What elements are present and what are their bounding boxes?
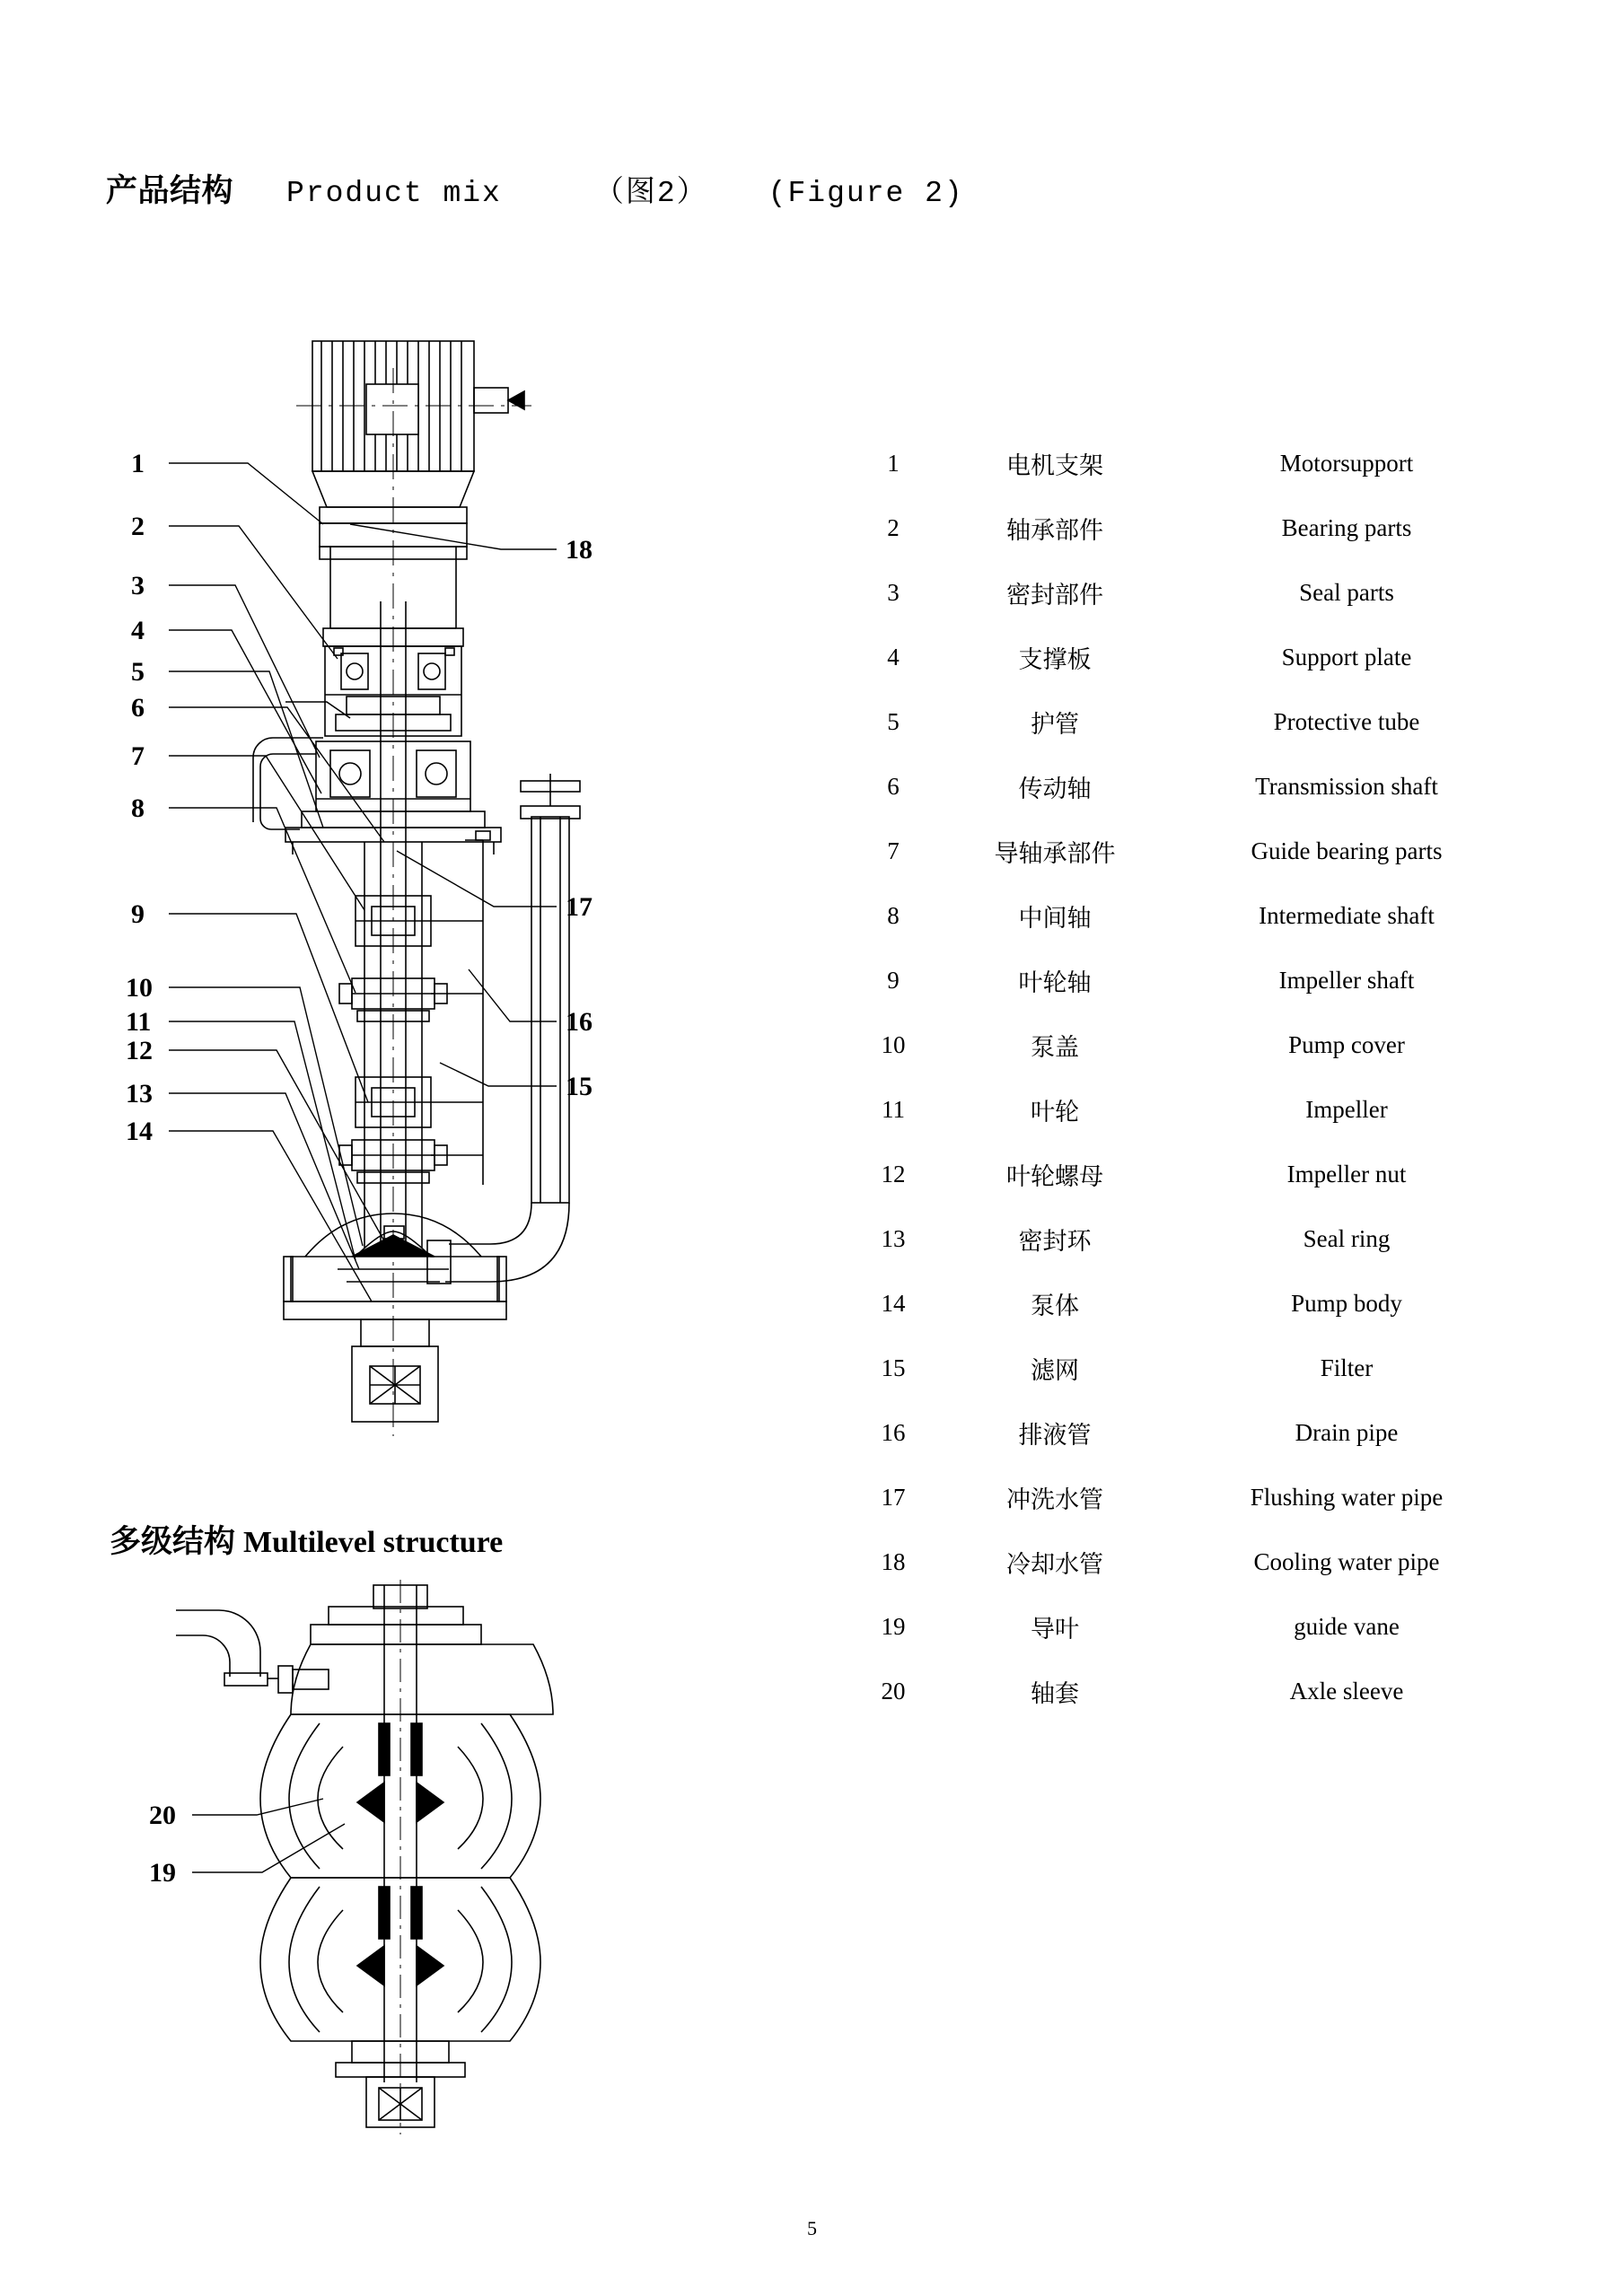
table-row bbox=[862, 754, 1526, 819]
legend-label-en: Impeller bbox=[1305, 1095, 1388, 1123]
page-number: 5 bbox=[807, 2217, 817, 2239]
pump-assembly-drawing bbox=[126, 332, 790, 1517]
legend-label-en: Protective tube bbox=[1273, 707, 1420, 735]
table-row bbox=[862, 1465, 1526, 1529]
callout-15: 15 bbox=[566, 1072, 593, 1101]
legend-label-cn: 叶轮螺母 bbox=[1006, 1162, 1103, 1191]
legend-number: 5 bbox=[887, 707, 900, 735]
callout-17: 17 bbox=[566, 892, 593, 922]
legend-label-en: Pump body bbox=[1291, 1289, 1402, 1317]
table-row bbox=[862, 1271, 1526, 1336]
table-row bbox=[862, 625, 1526, 689]
callout-leaders-left bbox=[169, 463, 386, 1301]
legend-label-en: Bearing parts bbox=[1281, 513, 1412, 541]
callout-5: 5 bbox=[131, 657, 145, 687]
table-row bbox=[862, 819, 1526, 883]
table-row bbox=[862, 1077, 1526, 1142]
flushing-water-pipe bbox=[431, 831, 490, 1185]
legend-label-en: Seal ring bbox=[1303, 1224, 1391, 1252]
legend-number: 1 bbox=[887, 449, 900, 477]
table-row bbox=[862, 883, 1526, 948]
multilevel-callout-labels bbox=[149, 1801, 176, 1888]
callout-8: 8 bbox=[131, 793, 145, 823]
legend-number: 19 bbox=[881, 1612, 906, 1640]
pump-assembly-diagram bbox=[126, 332, 790, 1517]
table-row bbox=[862, 1400, 1526, 1465]
legend-label-en: Impeller shaft bbox=[1278, 966, 1415, 994]
legend-label-en: guide vane bbox=[1294, 1612, 1400, 1640]
legend-label-cn: 导叶 bbox=[1031, 1615, 1079, 1643]
table-row bbox=[862, 560, 1526, 625]
callout-labels-left bbox=[126, 449, 153, 1146]
legend-label-cn: 轴承部件 bbox=[1006, 516, 1103, 545]
legend-number: 12 bbox=[881, 1160, 906, 1187]
legend-label-cn: 轴套 bbox=[1031, 1679, 1079, 1708]
legend-label-cn: 叶轮轴 bbox=[1018, 968, 1092, 997]
legend-number: 16 bbox=[881, 1418, 906, 1446]
callout-3: 3 bbox=[131, 571, 145, 600]
legend-label-cn: 滤网 bbox=[1031, 1356, 1079, 1385]
table-row bbox=[862, 431, 1526, 495]
filter-screen bbox=[352, 1346, 438, 1422]
multilevel-drawing bbox=[144, 1580, 700, 2136]
table-row bbox=[862, 1336, 1526, 1400]
legend-number: 3 bbox=[887, 578, 900, 606]
callout-13: 13 bbox=[126, 1079, 153, 1109]
inlet-elbow bbox=[176, 1610, 329, 1693]
legend-label-en: Pump cover bbox=[1288, 1030, 1405, 1058]
callout-10: 10 bbox=[126, 973, 153, 1003]
multilevel-structure-diagram bbox=[144, 1580, 700, 2136]
callout-16: 16 bbox=[566, 1007, 593, 1037]
multistage-cover bbox=[291, 1585, 553, 1714]
legend-label-en: Guide bearing parts bbox=[1251, 837, 1443, 864]
legend-label-en: Drain pipe bbox=[1295, 1418, 1399, 1446]
multilevel-title-cn: 多级结构 bbox=[110, 1524, 236, 1560]
legend-label-cn: 护管 bbox=[1031, 710, 1079, 739]
pump-casing bbox=[284, 1214, 506, 1346]
page-title-en: Product mix bbox=[286, 177, 502, 210]
legend-number: 7 bbox=[887, 837, 900, 864]
legend-number: 4 bbox=[887, 643, 900, 670]
callout-2: 2 bbox=[131, 512, 145, 541]
table-row bbox=[862, 948, 1526, 1012]
legend-number: 15 bbox=[881, 1354, 906, 1381]
page-title-cn: 产品结构 bbox=[106, 173, 234, 209]
callout-4: 4 bbox=[131, 616, 145, 645]
legend-label-en: Intermediate shaft bbox=[1259, 901, 1435, 929]
table-row bbox=[862, 1012, 1526, 1077]
table-row bbox=[862, 1142, 1526, 1206]
legend-label-cn: 密封部件 bbox=[1006, 581, 1103, 609]
multilevel-title-en: Multilevel structure bbox=[243, 1526, 504, 1559]
legend-label-en: Transmission shaft bbox=[1255, 772, 1438, 800]
legend-number: 14 bbox=[881, 1289, 906, 1317]
legend-label-en: Axle sleeve bbox=[1289, 1677, 1404, 1704]
legend-number: 18 bbox=[881, 1547, 906, 1575]
legend-label-en: Filter bbox=[1320, 1354, 1374, 1381]
multilevel-callout-leaders bbox=[192, 1799, 345, 1872]
callout-18: 18 bbox=[566, 535, 593, 565]
motor-body bbox=[312, 341, 524, 523]
legend-label-cn: 泵盖 bbox=[1031, 1033, 1079, 1062]
legend-label-cn: 冲洗水管 bbox=[1006, 1485, 1103, 1514]
figure-caption-en: (Figure 2) bbox=[768, 177, 964, 210]
callout-14: 14 bbox=[126, 1117, 153, 1146]
callout-20: 20 bbox=[149, 1801, 176, 1830]
legend-label-cn: 导轴承部件 bbox=[994, 839, 1116, 868]
legend-number: 10 bbox=[881, 1030, 906, 1058]
table-row bbox=[862, 1529, 1526, 1594]
legend-number: 13 bbox=[881, 1224, 906, 1252]
legend-label-cn: 冷却水管 bbox=[1006, 1550, 1103, 1579]
legend-label-cn: 排液管 bbox=[1018, 1421, 1092, 1450]
legend-label-en: Flushing water pipe bbox=[1250, 1483, 1444, 1511]
legend-number: 2 bbox=[887, 513, 900, 541]
callout-6: 6 bbox=[131, 693, 145, 723]
table-row bbox=[862, 1659, 1526, 1723]
callout-19: 19 bbox=[149, 1858, 176, 1888]
legend-label-cn: 叶轮 bbox=[1031, 1098, 1079, 1126]
legend-label-en: Seal parts bbox=[1299, 578, 1394, 606]
page-title bbox=[106, 166, 1363, 216]
callout-9: 9 bbox=[131, 899, 145, 929]
legend-number: 17 bbox=[881, 1483, 906, 1511]
legend-number: 8 bbox=[887, 901, 900, 929]
legend-label-en: Support plate bbox=[1281, 643, 1412, 670]
callout-11: 11 bbox=[126, 1007, 152, 1037]
drain-pipe bbox=[427, 774, 580, 1284]
legend-number: 6 bbox=[887, 772, 900, 800]
callout-1: 1 bbox=[131, 449, 145, 478]
legend-label-cn: 中间轴 bbox=[1018, 904, 1092, 933]
legend-label-cn: 泵体 bbox=[1031, 1292, 1079, 1320]
table-row bbox=[862, 689, 1526, 754]
parts-legend-table bbox=[862, 431, 1526, 1723]
callout-12: 12 bbox=[126, 1036, 153, 1065]
multilevel-section-title bbox=[110, 1517, 503, 1562]
legend-label-cn: 支撑板 bbox=[1018, 645, 1092, 674]
legend-label-cn: 电机支架 bbox=[1006, 451, 1103, 480]
legend-number: 9 bbox=[887, 966, 900, 994]
table-row bbox=[862, 1594, 1526, 1659]
table-row bbox=[862, 1206, 1526, 1271]
legend-label-cn: 传动轴 bbox=[1018, 775, 1092, 803]
legend-number: 20 bbox=[881, 1677, 906, 1704]
legend-label-cn: 密封环 bbox=[1018, 1227, 1092, 1256]
figure-caption-cn: （图2） bbox=[593, 177, 708, 210]
legend-label-en: Motorsupport bbox=[1279, 449, 1414, 477]
legend-number: 11 bbox=[882, 1095, 905, 1123]
callout-7: 7 bbox=[131, 741, 145, 771]
table-row bbox=[862, 495, 1526, 560]
legend-label-en: Cooling water pipe bbox=[1253, 1547, 1440, 1575]
legend-label-en: Impeller nut bbox=[1286, 1160, 1407, 1187]
centerline bbox=[296, 368, 531, 1436]
